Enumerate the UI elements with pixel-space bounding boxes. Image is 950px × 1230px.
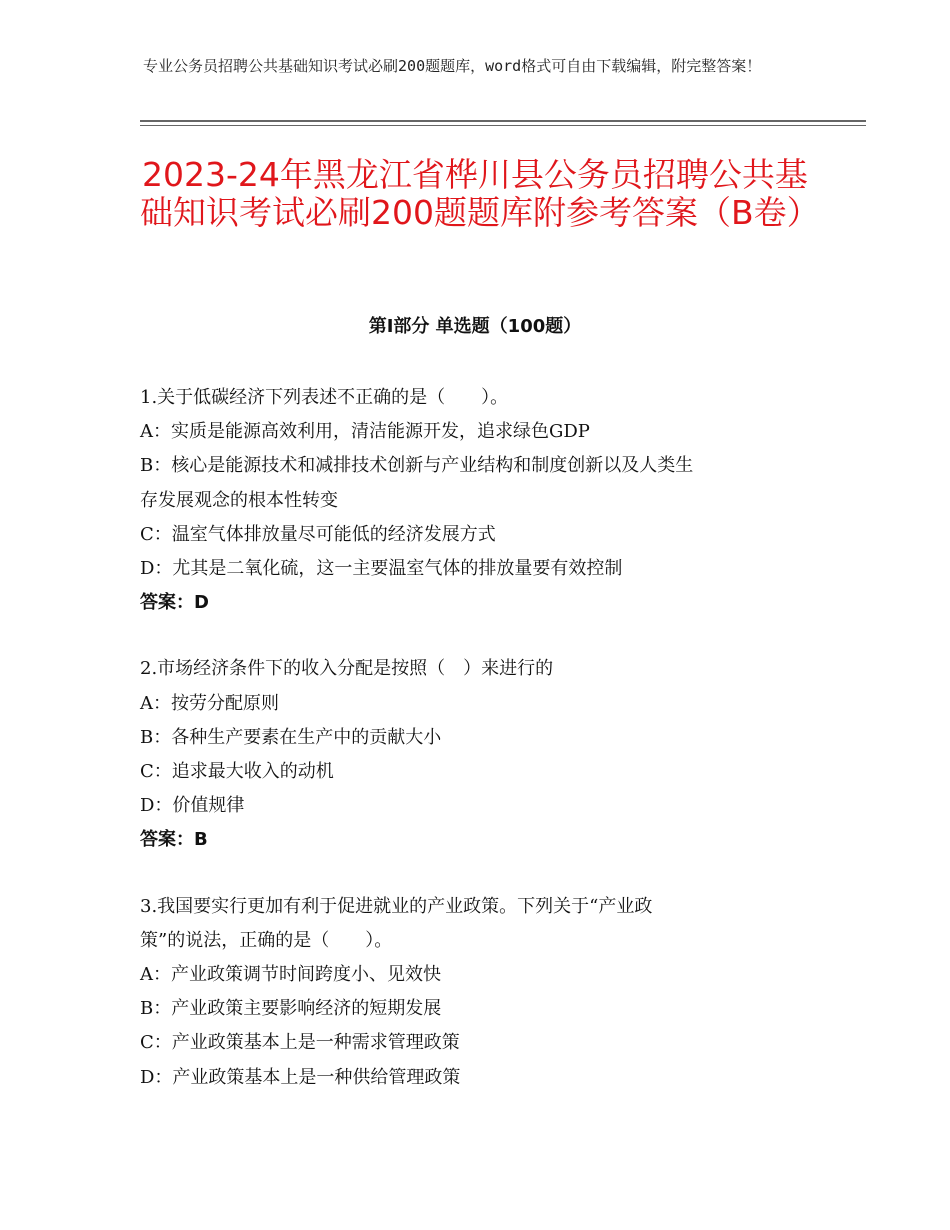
option-b: B：各种生产要素在生产中的贡献大小 [140,726,442,748]
header-note: 专业公务员招聘公共基础知识考试必刷200题题库，word格式可自由下载编辑，附完整答案！ [143,57,762,75]
option-a: A：按劳分配原则 [140,692,279,714]
page-title: 2023-24年黑龙江省桦川县公务员招聘公共基础知识考试必刷200题题库附参考答案（B卷） [140,155,820,232]
option-b: B：核心是能源技术和减排技术创新与产业结构和制度创新以及人类生 [140,455,694,477]
question-stem-continued: 策”的说法，正确的是（ ）。 [140,929,393,951]
header-divider-thin [140,125,866,126]
question-2 [140,652,820,857]
option-c: C：产业政策基本上是一种需求管理政策 [140,1032,460,1054]
section-heading: 第Ⅰ部分 单选题（100题） [368,316,582,337]
question-list [140,381,820,1127]
option-b: B：产业政策主要影响经济的短期发展 [140,998,442,1020]
option-d: D：尤其是二氧化硫，这一主要温室气体的排放量要有效控制 [140,558,623,580]
header-divider [140,120,866,122]
option-b-continued: 存发展观念的根本性转变 [140,489,338,511]
question-stem: 3.我国要实行更加有利于促进就业的产业政策。下列关于“产业政 [140,895,653,917]
question-1 [140,381,820,620]
option-a: A：产业政策调节时间跨度小、见效快 [140,964,441,986]
question-stem: 2.市场经济条件下的收入分配是按照（ ）来进行的 [140,658,554,680]
option-c: C：温室气体排放量尽可能低的经济发展方式 [140,523,496,545]
question-stem: 1.关于低碳经济下列表述不正确的是（ ）。 [140,387,509,408]
option-d: D：产业政策基本上是一种供给管理政策 [140,1066,461,1088]
option-a: A：实质是能源高效利用，清洁能源开发，追求绿色GDP [140,421,590,443]
question-3 [140,890,820,1095]
answer: 答案：D [140,592,209,614]
option-d: D：价值规律 [140,795,245,817]
answer: 答案：B [140,829,208,851]
option-c: C：追求最大收入的动机 [140,761,334,783]
